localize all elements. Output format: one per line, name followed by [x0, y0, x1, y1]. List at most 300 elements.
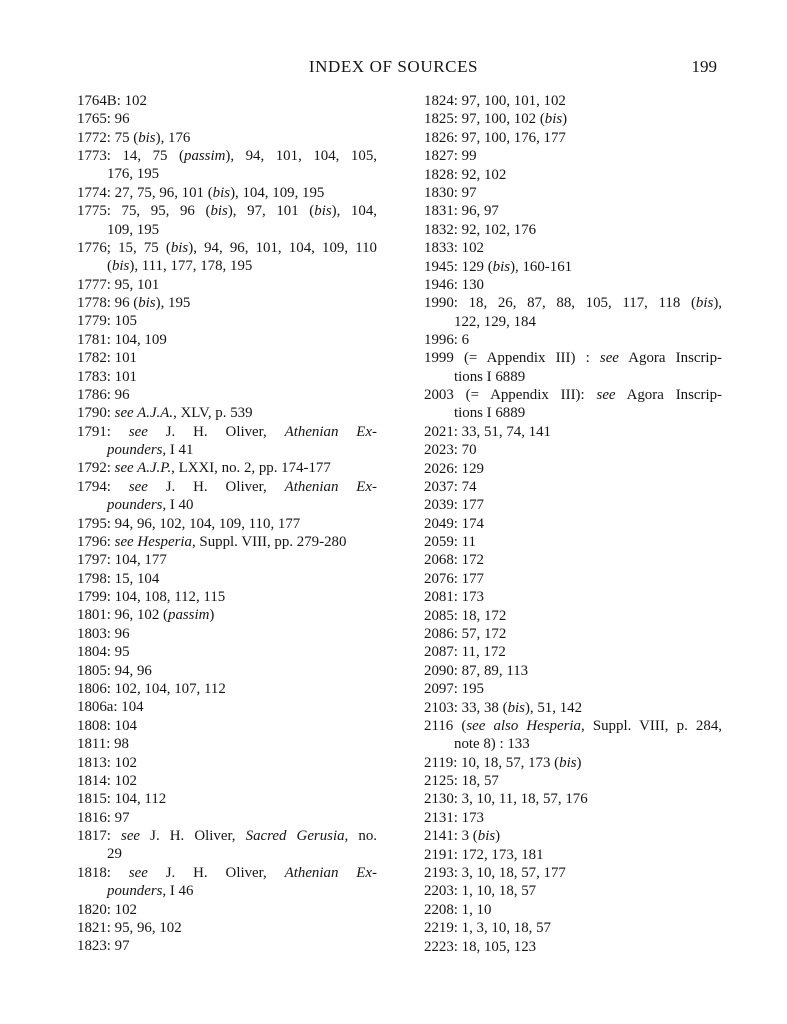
entry-text: 2191: 172, 173, 181: [424, 846, 544, 863]
entry-line: [77, 606, 377, 624]
italic-text: see: [128, 864, 148, 881]
index-entry: [424, 846, 722, 864]
entry-text: Agora Inscrip-: [615, 387, 722, 404]
entry-line: [424, 846, 722, 864]
index-entry: [424, 607, 722, 625]
italic-text: bis: [111, 258, 130, 275]
entry-text: 2203: 1, 10, 18, 57: [424, 883, 537, 900]
entry-text: 1764B: 102: [77, 93, 147, 109]
entry-text: 109, 195: [107, 221, 160, 238]
italic-text: see: [128, 478, 148, 495]
entry-line: [424, 460, 722, 478]
entry-line: [424, 294, 722, 312]
italic-text: Athenian Ex-: [284, 864, 377, 881]
entry-line: [77, 349, 377, 367]
entry-line: [424, 533, 722, 551]
entry-line: [424, 680, 722, 698]
italic-text: see: [599, 350, 619, 367]
entry-text: 1996: 6: [424, 331, 470, 348]
entry-text: ), 195: [155, 295, 191, 312]
entry-text: 1765: 96: [77, 111, 130, 128]
entry-line: [424, 588, 722, 606]
entry-text: 2049: 174: [424, 515, 484, 532]
italic-text: Sacred Gerusia: [245, 828, 345, 845]
entry-line: [77, 184, 377, 202]
index-entry: [424, 202, 722, 220]
index-entry: [424, 680, 722, 698]
entry-text: 1820: 102: [77, 901, 137, 918]
entry-line: [424, 938, 722, 956]
italic-text: passim: [168, 607, 210, 624]
index-entry: [424, 699, 722, 717]
index-entry: [424, 588, 722, 606]
entry-line: [77, 827, 377, 845]
entry-text: 1815: 104, 112: [77, 791, 167, 808]
entry-text: ), 104, 109, 195: [230, 184, 325, 201]
entry-text: J. H. Oliver,: [140, 828, 246, 845]
index-entry: [77, 92, 377, 110]
entry-text: 1804: 95: [77, 644, 130, 661]
entry-text: 1821: 95, 96, 102: [77, 919, 182, 936]
index-entry: [424, 772, 722, 790]
index-entry: [424, 294, 722, 331]
entry-line: [77, 478, 377, 496]
entry-line: [77, 331, 377, 349]
entry-text: , Suppl. VIII, pp. 279-280: [191, 533, 347, 550]
index-entry: [77, 864, 377, 901]
entry-text: J. H. Oliver,: [147, 478, 285, 495]
entry-line: [424, 478, 722, 496]
italic-text: bis: [507, 699, 525, 716]
index-entry: [424, 864, 722, 882]
entry-text: 1801: 96, 102 (: [77, 607, 168, 624]
entry-line: [424, 772, 722, 790]
entry-text: ), 97, 101 (: [227, 203, 315, 220]
entry-text: , XLV, p. 539: [173, 405, 253, 422]
entry-line: [424, 221, 722, 239]
entry-text: 1808: 104: [77, 717, 137, 734]
entry-line: [424, 258, 722, 276]
italic-text: passim: [184, 148, 226, 165]
italic-text: bis: [138, 129, 156, 146]
entry-text: 2076: 177: [424, 570, 484, 587]
index-entry: [424, 386, 722, 423]
entry-text: tions I 6889: [454, 368, 526, 385]
index-entry: [77, 459, 377, 477]
entry-continuation-line: [77, 221, 377, 239]
index-entry: [424, 441, 722, 459]
entry-line: [424, 570, 722, 588]
entry-line: [77, 937, 377, 955]
index-entry: [424, 258, 722, 276]
entry-text: 1990: 18, 26, 87, 88, 105, 117, 118 (: [424, 295, 696, 312]
entry-text: 29: [107, 846, 122, 863]
entry-text: I 41: [166, 442, 194, 459]
entry-line: [77, 919, 377, 937]
entry-text: 1806a: 104: [77, 699, 144, 716]
italic-text: bis: [212, 184, 231, 201]
entry-text: ), 176: [155, 129, 191, 146]
index-entry: [77, 754, 377, 772]
entry-line: [424, 276, 722, 294]
index-entry: [77, 404, 377, 422]
entry-text: 1796:: [77, 533, 115, 550]
entry-text: ): [562, 111, 568, 128]
entry-continuation-line: [77, 441, 377, 459]
index-entry: [77, 423, 377, 460]
page-header: [0, 57, 787, 81]
entry-line: [77, 239, 377, 257]
entry-line: [424, 790, 722, 808]
entry-text: 1946: 130: [424, 276, 484, 293]
entry-line: [77, 129, 377, 147]
entry-text: 1818:: [77, 864, 129, 881]
entry-line: [77, 276, 377, 294]
index-entry: [424, 938, 722, 956]
entry-line: [77, 809, 377, 827]
index-entry: [424, 221, 722, 239]
index-entry: [424, 827, 722, 845]
entry-text: 1781: 104, 109: [77, 331, 167, 348]
italic-text: see also Hesperia: [466, 718, 581, 734]
entry-line: [77, 735, 377, 753]
entry-text: 2085: 18, 172: [424, 607, 507, 624]
italic-text: see A.J.P.: [114, 460, 172, 477]
entry-line: [424, 92, 722, 110]
entry-line: [424, 864, 722, 882]
italic-text: bis: [170, 239, 189, 256]
index-entry: [424, 276, 722, 294]
entry-line: [424, 331, 722, 349]
entry-text: 1794:: [77, 478, 129, 495]
entry-line: [424, 496, 722, 514]
entry-text: 1795: 94, 96, 102, 104, 109, 110, 177: [77, 515, 301, 532]
entry-text: , Suppl. VIII, p. 284,: [580, 718, 722, 734]
italic-text: bis: [559, 754, 577, 771]
entry-text: 2090: 87, 89, 113: [424, 662, 529, 679]
entry-line: [77, 92, 377, 110]
entry-text: 2039: 177: [424, 497, 484, 514]
entry-line: [424, 625, 722, 643]
italic-text: see A.J.A.: [114, 405, 174, 422]
italic-text: pounders,: [107, 497, 167, 514]
index-entry: [424, 533, 722, 551]
italic-text: bis: [477, 828, 496, 845]
entry-text: ), 94, 101, 104, 105,: [225, 148, 377, 165]
italic-text: Athenian Ex-: [284, 478, 377, 495]
entry-text: 1828: 92, 102: [424, 166, 507, 183]
index-entry: [424, 496, 722, 514]
entry-line: [424, 827, 722, 845]
entry-line: [424, 441, 722, 459]
entry-line: [77, 459, 377, 477]
entry-line: [77, 717, 377, 735]
entry-line: [424, 349, 722, 367]
entry-text: 1830: 97: [424, 184, 477, 201]
entry-line: [77, 533, 377, 551]
index-entry: [424, 809, 722, 827]
entry-line: [77, 404, 377, 422]
entry-text: 1773: 14, 75 (: [77, 148, 184, 165]
entry-continuation-line: [77, 882, 377, 900]
entry-line: [77, 312, 377, 330]
index-entry: [77, 735, 377, 753]
entry-line: [77, 515, 377, 533]
index-entry: [424, 239, 722, 257]
index-entry: [77, 276, 377, 294]
entry-line: [77, 772, 377, 790]
entry-line: [77, 662, 377, 680]
entry-text: 1797: 104, 177: [77, 552, 167, 569]
entry-text: 2103: 33, 38 (: [424, 699, 508, 716]
entry-line: [424, 901, 722, 919]
running-title: INDEX OF SOURCES: [308, 57, 479, 76]
index-entry: [77, 698, 377, 716]
entry-continuation-line: [424, 404, 722, 422]
index-entry: [77, 129, 377, 147]
entry-continuation-line: [424, 735, 722, 753]
entry-line: [424, 386, 722, 404]
entry-line: [77, 386, 377, 404]
page-number: 199: [691, 57, 717, 76]
index-entry: [77, 349, 377, 367]
entry-line: [424, 754, 722, 772]
entry-line: [424, 202, 722, 220]
entry-line: [77, 588, 377, 606]
entry-text: 1814: 102: [77, 772, 137, 789]
entry-text: 2193: 3, 10, 18, 57, 177: [424, 865, 566, 882]
entry-line: [77, 423, 377, 441]
entry-text: 1778: 96 (: [77, 295, 139, 312]
entry-line: [77, 368, 377, 386]
entry-text: 1823: 97: [77, 938, 130, 955]
entry-text: 2130: 3, 10, 11, 18, 57, 176: [424, 791, 588, 808]
entry-text: 2081: 173: [424, 589, 484, 606]
entry-text: 2097: 195: [424, 681, 484, 698]
entry-text: Agora Inscrip-: [618, 350, 722, 367]
entry-text: ),: [713, 295, 722, 312]
entry-text: 2131: 173: [424, 809, 484, 826]
entry-text: 1786: 96: [77, 386, 130, 403]
entry-text: 1811: 98: [77, 736, 129, 753]
index-entry: [77, 937, 377, 955]
entry-text: 1783: 101: [77, 368, 137, 385]
index-entry: [424, 349, 722, 386]
entry-line: [77, 643, 377, 661]
index-entry: [424, 643, 722, 661]
italic-text: bis: [314, 203, 332, 220]
entry-text: , LXXI, no. 2, pp. 174-177: [171, 460, 331, 477]
italic-text: bis: [138, 295, 156, 312]
entry-line: [424, 239, 722, 257]
entry-line: [77, 680, 377, 698]
entry-line: [77, 625, 377, 643]
entry-text: ): [209, 607, 215, 624]
entry-text: 1816: 97: [77, 809, 130, 826]
index-entry: [77, 312, 377, 330]
entry-text: 1826: 97, 100, 176, 177: [424, 129, 566, 146]
entry-text: ), 160-161: [510, 258, 573, 275]
italic-text: bis: [695, 295, 714, 312]
index-entry: [77, 386, 377, 404]
entry-text: 1803: 96: [77, 625, 130, 642]
entry-line: [77, 864, 377, 882]
index-entry: [77, 570, 377, 588]
entry-text: 1798: 15, 104: [77, 570, 160, 587]
index-entry: [77, 643, 377, 661]
index-entry: [424, 515, 722, 533]
entry-text: 2087: 11, 172: [424, 644, 506, 661]
index-entry: [424, 882, 722, 900]
entry-text: 1779: 105: [77, 313, 137, 330]
index-entry: [77, 184, 377, 202]
entry-line: [424, 110, 722, 128]
index-entry: [77, 717, 377, 735]
entry-continuation-line: [77, 845, 377, 863]
entry-line: [424, 919, 722, 937]
entry-continuation-line: [77, 257, 377, 275]
entry-text: I 46: [166, 883, 194, 900]
entry-text: 2059: 11: [424, 534, 476, 551]
index-entry: [77, 588, 377, 606]
italic-text: see Hesperia: [114, 533, 192, 550]
index-entry: [424, 790, 722, 808]
entry-text: 1772: 75 (: [77, 129, 139, 146]
index-column-left: [77, 92, 377, 956]
entry-line: [424, 662, 722, 680]
italic-text: see: [128, 423, 148, 440]
index-entry: [77, 331, 377, 349]
index-entry: [424, 147, 722, 165]
entry-line: [424, 699, 722, 717]
index-entry: [424, 901, 722, 919]
entry-line: [424, 809, 722, 827]
entry-line: [77, 698, 377, 716]
entry-text: 1813: 102: [77, 754, 137, 771]
entry-text: 2037: 74: [424, 478, 477, 495]
entry-text: 1832: 92, 102, 176: [424, 221, 537, 238]
index-entry: [424, 423, 722, 441]
entry-line: [424, 184, 722, 202]
entry-text: 2086: 57, 172: [424, 626, 507, 643]
index-entry: [77, 478, 377, 515]
entry-line: [424, 717, 722, 735]
index-entry: [424, 662, 722, 680]
entry-line: [77, 570, 377, 588]
entry-text: 1792:: [77, 460, 115, 477]
entry-text: 1790:: [77, 405, 115, 422]
entry-text: ): [576, 754, 582, 771]
entry-text: 2116 (: [424, 718, 467, 734]
entry-text: 1806: 102, 104, 107, 112: [77, 681, 226, 698]
entry-text: 2026: 129: [424, 460, 484, 477]
entry-text: 1825: 97, 100, 102 (: [424, 111, 545, 128]
index-entry: [77, 110, 377, 128]
index-entry: [424, 570, 722, 588]
entry-text: 1833: 102: [424, 240, 484, 257]
entry-continuation-line: [77, 165, 377, 183]
index-entry: [77, 790, 377, 808]
entry-text: 1777: 95, 101: [77, 276, 160, 293]
entry-line: [424, 607, 722, 625]
index-entry: [424, 110, 722, 128]
entry-text: ), 51, 142: [524, 699, 583, 716]
entry-text: 1945: 129 (: [424, 258, 493, 275]
entry-text: 2125: 18, 57: [424, 773, 499, 790]
italic-text: see: [121, 828, 141, 845]
entry-text: ), 111, 177, 178, 195: [129, 258, 253, 275]
entry-text: 1782: 101: [77, 350, 137, 367]
index-entry: [424, 92, 722, 110]
entry-text: 176, 195: [107, 166, 160, 183]
entry-continuation-line: [424, 368, 722, 386]
index-entry: [77, 662, 377, 680]
entry-text: , no.: [344, 828, 377, 845]
entry-text: 1831: 96, 97: [424, 203, 499, 220]
entry-line: [77, 754, 377, 772]
index-entry: [424, 460, 722, 478]
index-entry: [424, 754, 722, 772]
entry-text: 1775: 75, 95, 96 (: [77, 203, 211, 220]
italic-text: bis: [544, 111, 563, 128]
entry-line: [424, 643, 722, 661]
entry-continuation-line: [77, 496, 377, 514]
index-entry: [424, 625, 722, 643]
entry-text: ), 104,: [331, 203, 377, 220]
index-entry: [77, 606, 377, 624]
entry-text: 1827: 99: [424, 148, 477, 165]
index-entry: [77, 625, 377, 643]
italic-text: Athenian Ex-: [284, 423, 377, 440]
entry-line: [424, 129, 722, 147]
index-entry: [77, 368, 377, 386]
index-entry: [77, 680, 377, 698]
entry-text: 1817:: [77, 828, 122, 845]
entry-text: 1999 (= Appendix III) :: [424, 350, 600, 367]
index-column-right: [424, 92, 722, 956]
entry-continuation-line: [424, 313, 722, 331]
index-entry: [424, 717, 722, 754]
italic-text: pounders,: [107, 442, 167, 459]
index-entry: [77, 919, 377, 937]
index-entry: [424, 919, 722, 937]
entry-line: [424, 515, 722, 533]
entry-line: [77, 147, 377, 165]
entry-text: I 40: [166, 497, 194, 514]
index-entry: [77, 827, 377, 864]
entry-text: J. H. Oliver,: [147, 864, 285, 881]
index-entry: [77, 772, 377, 790]
entry-text: 2068: 172: [424, 552, 484, 569]
entry-text: ): [495, 828, 501, 845]
entry-text: 1824: 97, 100, 101, 102: [424, 93, 566, 109]
index-entry: [77, 809, 377, 827]
entry-text: J. H. Oliver,: [147, 423, 285, 440]
index-entry: [424, 184, 722, 202]
entry-line: [424, 423, 722, 441]
entry-line: [77, 202, 377, 220]
index-entry: [77, 901, 377, 919]
index-entry: [424, 331, 722, 349]
index-entry: [424, 166, 722, 184]
entry-text: 1799: 104, 108, 112, 115: [77, 589, 226, 606]
index-entry: [77, 239, 377, 276]
entry-text: 2119: 10, 18, 57, 173 (: [424, 754, 560, 771]
index-entry: [77, 294, 377, 312]
entry-text: 2223: 18, 105, 123: [424, 938, 537, 955]
entry-text: 122, 129, 184: [454, 313, 536, 330]
entry-text: 2023: 70: [424, 442, 477, 459]
